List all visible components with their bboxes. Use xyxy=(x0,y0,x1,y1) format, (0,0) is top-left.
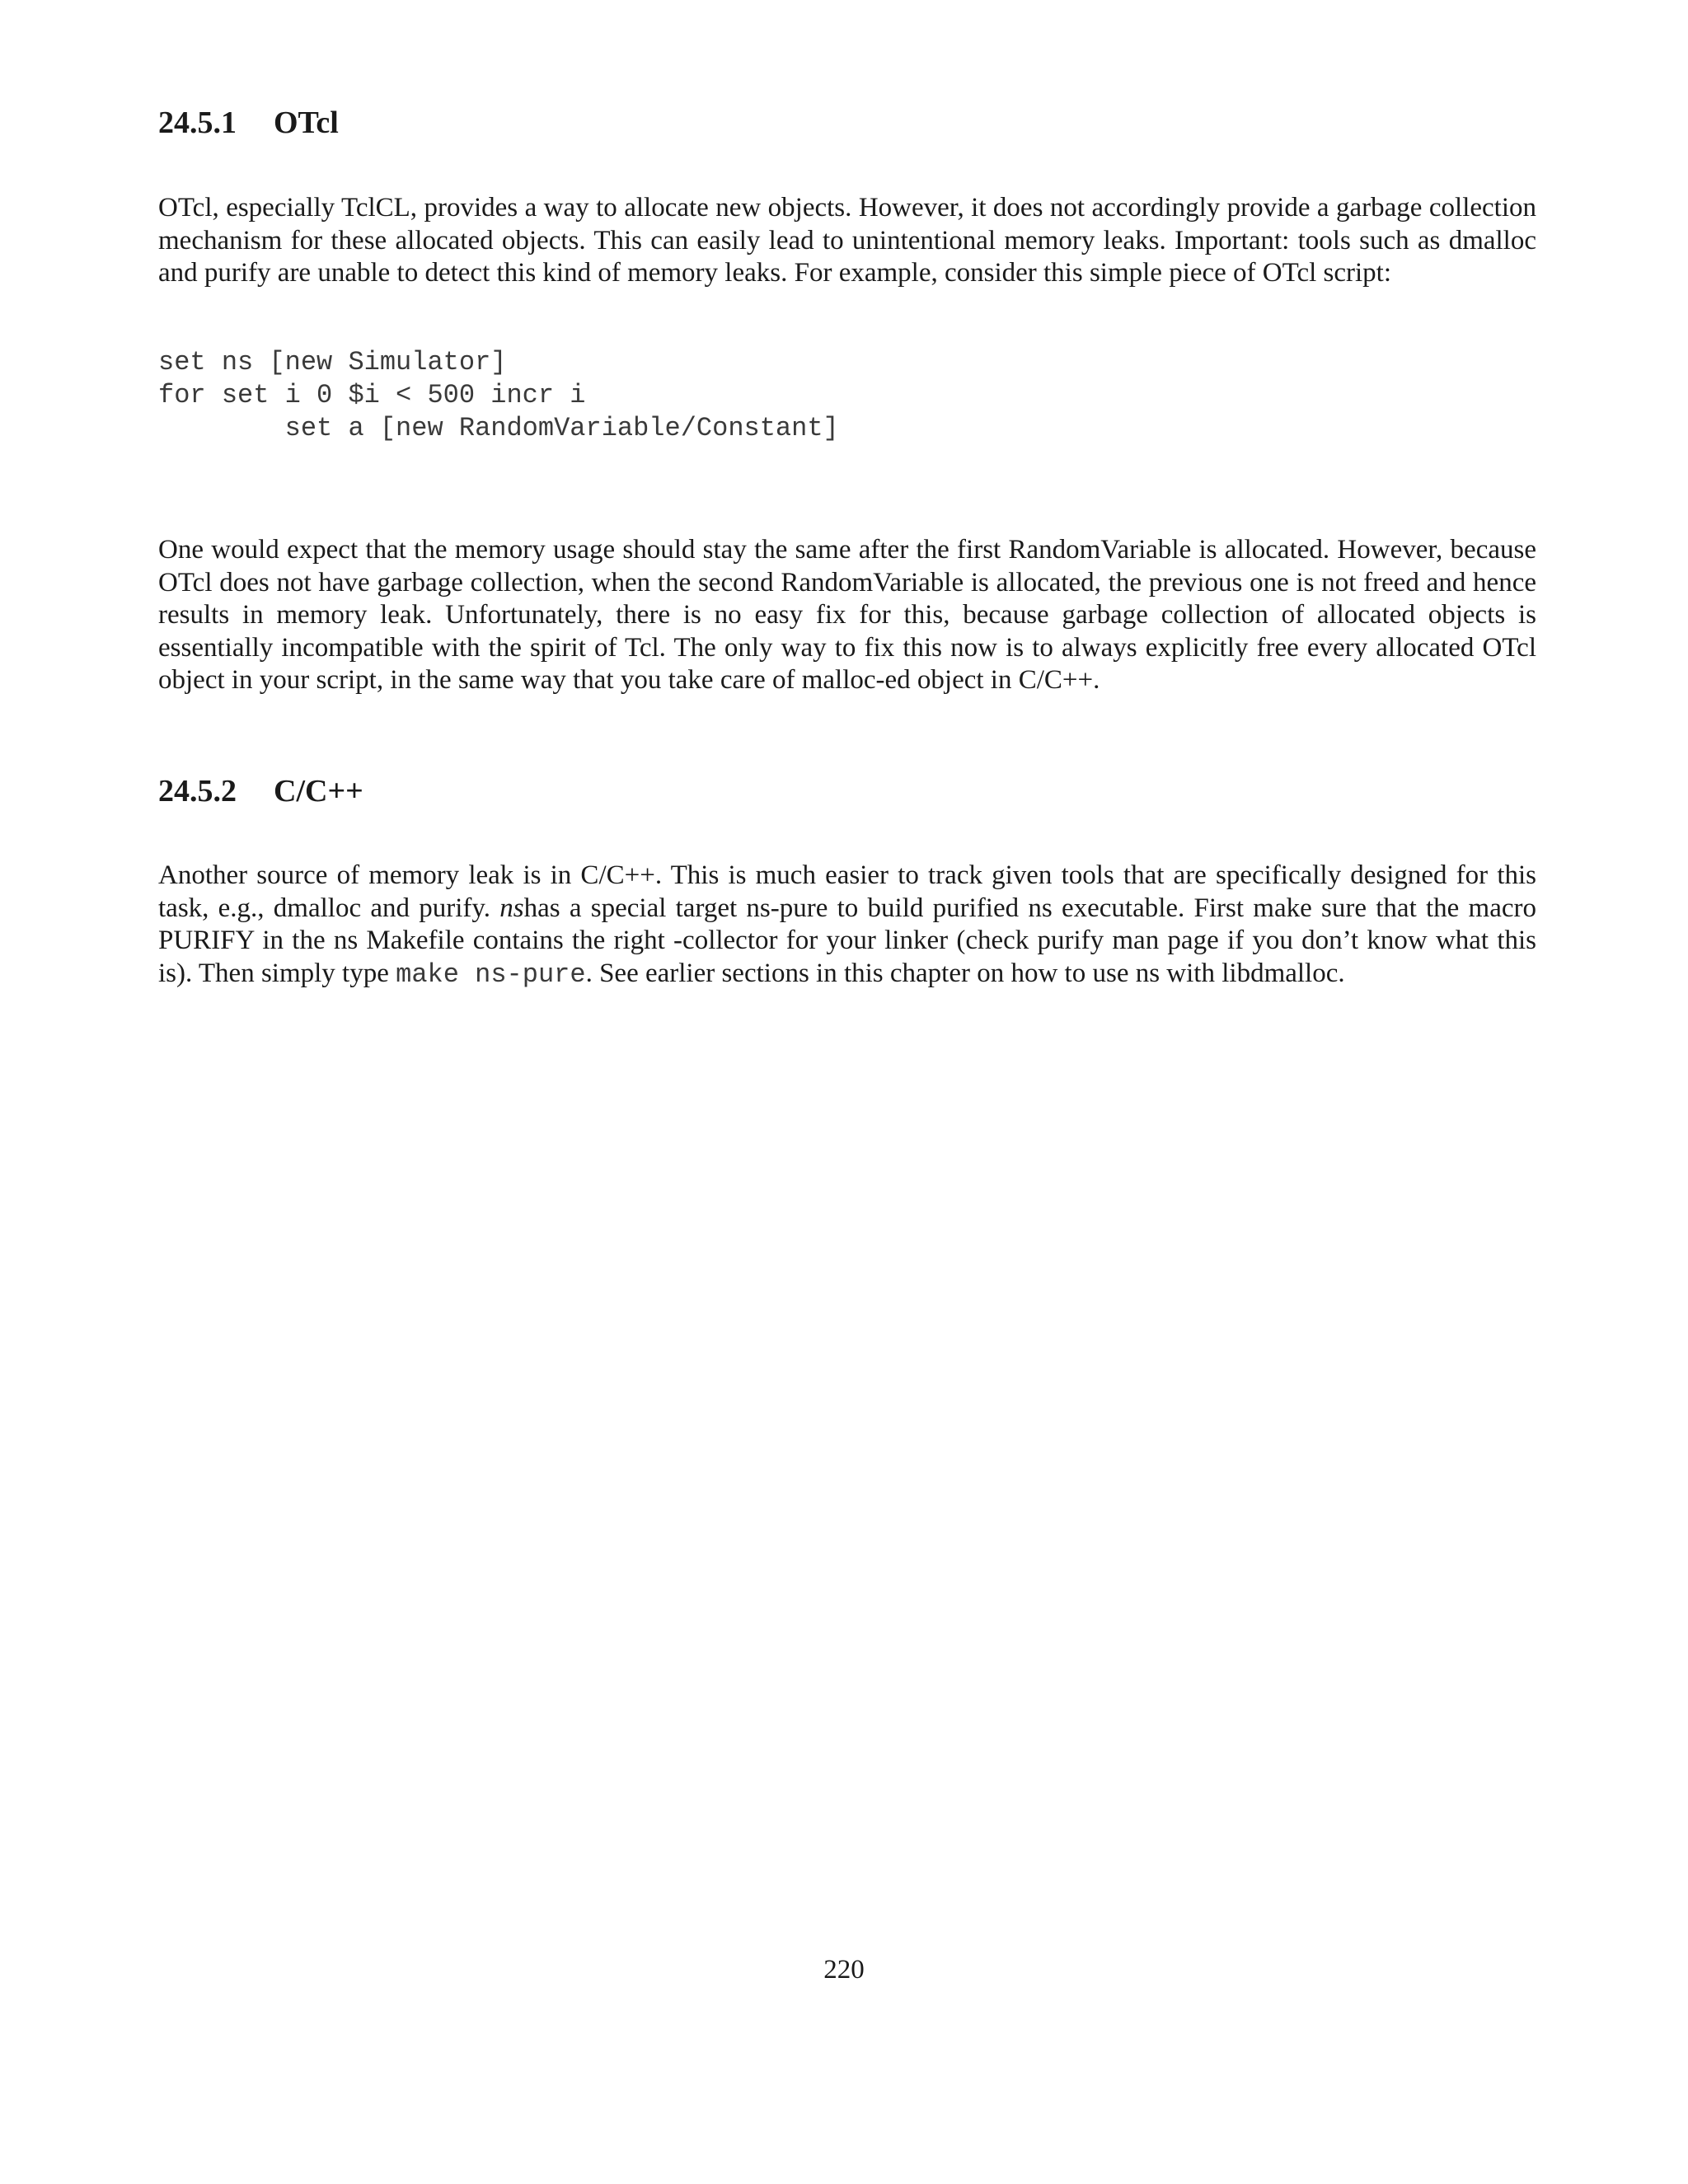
cpp-paragraph xyxy=(158,860,1536,991)
page-number: 220 xyxy=(823,1955,865,1985)
make-command-code: make ns-pure xyxy=(396,958,586,990)
otcl-intro-paragraph: OTcl, especially TclCL, provides a way to allocate new objects. However, it does not accordingly provide a garbage collection mechanism for these allocated objects. This can easily lead to unintentional memory leaks. Important: tools such as dmalloc and purify are unable to detect this kind of memory leaks. For example, consider this simple piece of OTcl script: xyxy=(158,193,1536,288)
cpp-text-part1: Another source of memory leak is in C/C++. This is much easier to track given tools that are specifically designed for this task, e.g., dmalloc and purify. xyxy=(158,860,1536,923)
cpp-text-part2: has a special target ns-pure to build purified ns executable. First make sure that the macro PURIFY in the ns Makefile contains the right -collector for your linker (check purify man page if you don’t know what this is). Then simply type xyxy=(158,893,1537,988)
section-title: C/C++ xyxy=(274,774,363,808)
section-title: OTcl xyxy=(274,105,339,140)
ns-italic: ns xyxy=(499,893,524,923)
section-heading-cpp xyxy=(158,776,363,807)
otcl-code-block: set ns [new Simulator] for set i 0 $i < 500 incr i set a [new RandomVariable/Constant] xyxy=(158,347,839,443)
otcl-explanation-paragraph: One would expect that the memory usage should stay the same after the first RandomVariable is allocated. However, because OTcl does not have garbage collection, when the second RandomVariable is allocated, the previous one is not freed and hence results in memory leak. Unfortunately, there is no easy fix for this, because garbage collection of allocated objects is essentially incompatible with the spirit of Tcl. The only way to fix this now is to always explicitly free every allocated OTcl object in your script, in the same way that you take care of malloc-ed object in C/C++. xyxy=(158,535,1536,695)
section-heading-otcl xyxy=(158,107,339,138)
section-number: 24.5.2 xyxy=(158,774,237,808)
section-number: 24.5.1 xyxy=(158,105,237,140)
cpp-text-part3: . See earlier sections in this chapter on how to use ns with libdmalloc. xyxy=(585,958,1345,988)
